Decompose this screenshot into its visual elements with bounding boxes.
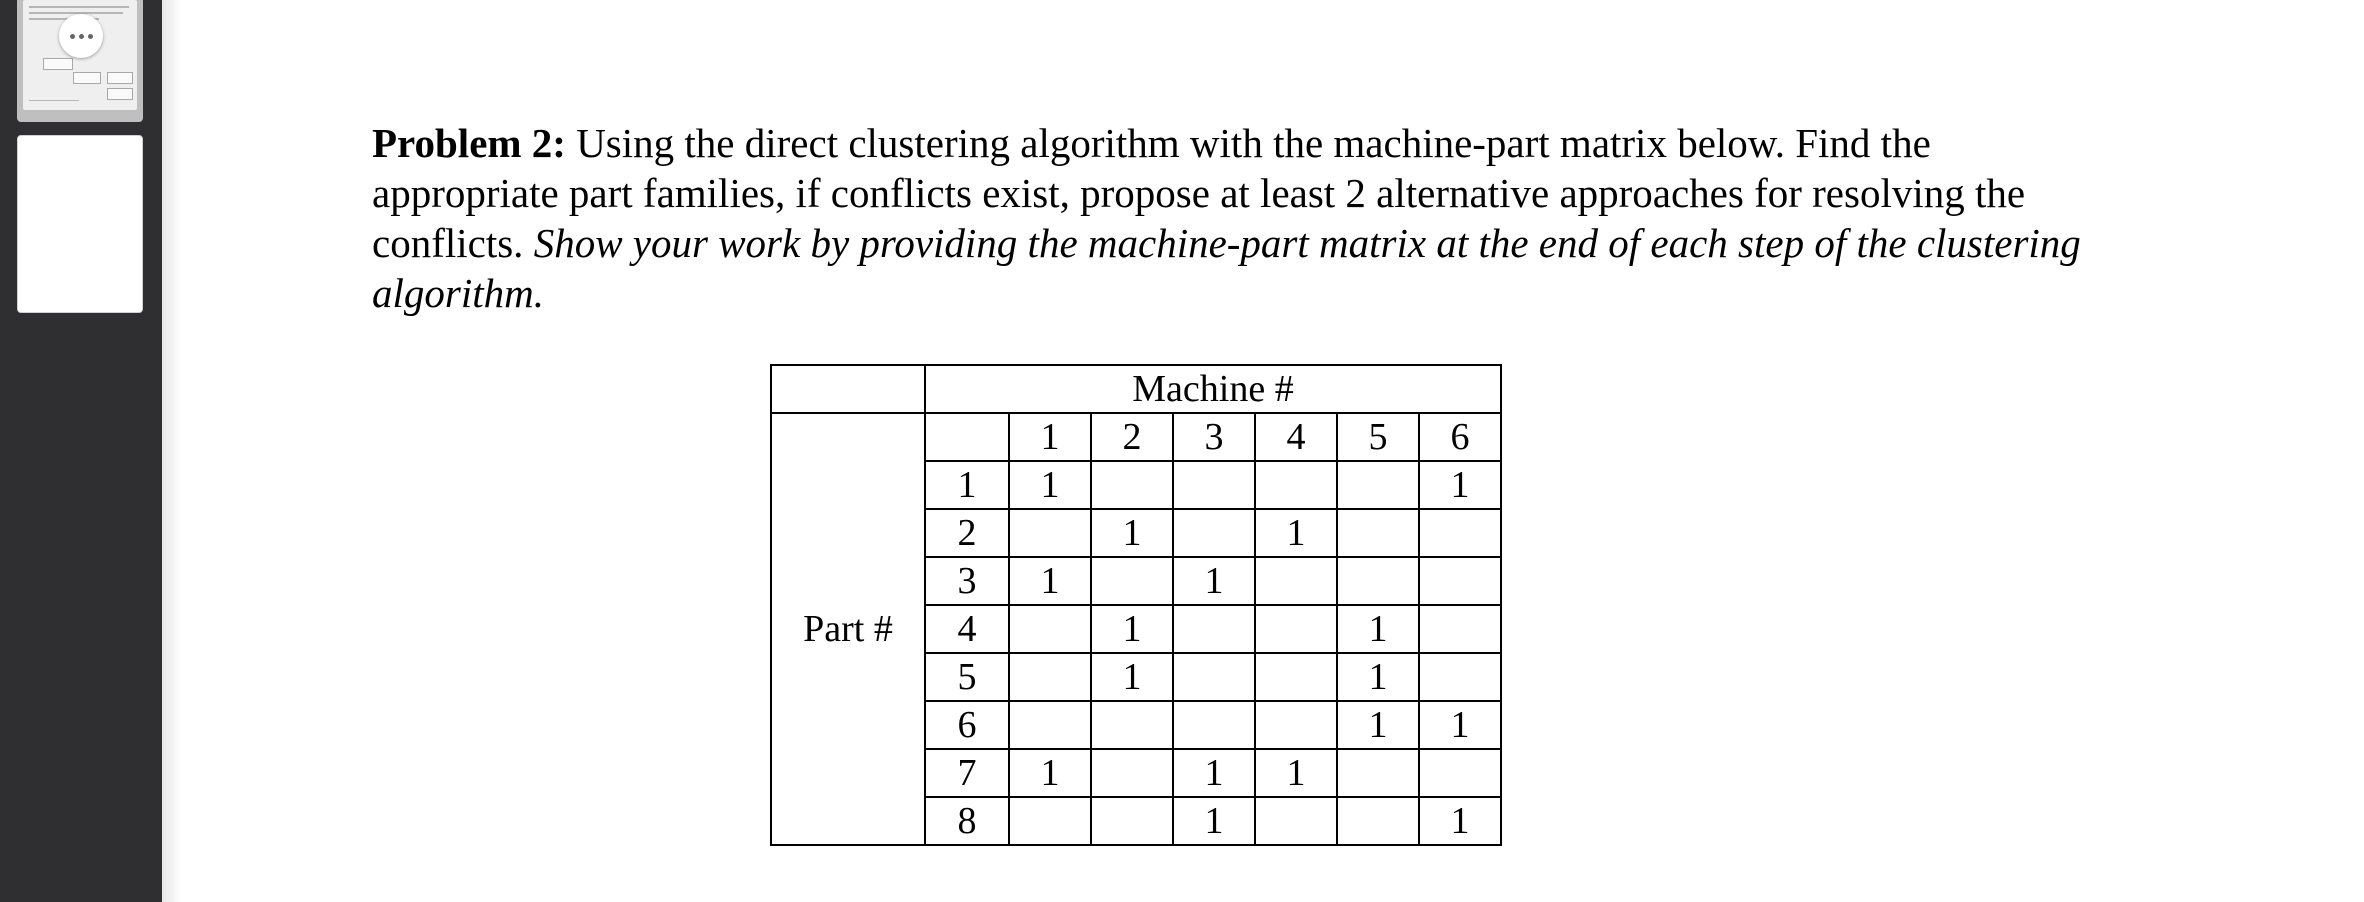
thumb-table (43, 58, 73, 70)
machine-number-row (771, 413, 1501, 461)
matrix-cell: 1 (1091, 605, 1173, 653)
part-number-7: 7 (925, 749, 1009, 797)
thumbnail-sidebar (0, 0, 162, 902)
matrix-cell: 1 (1009, 461, 1091, 509)
page-thumbnail-2[interactable] (17, 135, 143, 313)
matrix-cell: 1 (1419, 701, 1501, 749)
matrix-cell (1255, 797, 1337, 845)
part-number-blank-cell (925, 413, 1009, 461)
matrix-cell (1419, 557, 1501, 605)
matrix-cell (1173, 461, 1255, 509)
matrix-cell (1337, 557, 1419, 605)
thumb-table (107, 72, 133, 84)
machine-number-1: 1 (1009, 413, 1091, 461)
machine-number-5: 5 (1337, 413, 1419, 461)
matrix-cell (1255, 605, 1337, 653)
matrix-cell: 1 (1091, 653, 1173, 701)
thumb-text-line (29, 100, 79, 101)
problem-label: Problem 2: (372, 120, 566, 166)
matrix-cell (1091, 701, 1173, 749)
matrix-cell (1009, 701, 1091, 749)
machine-number-4: 4 (1255, 413, 1337, 461)
matrix-cell (1009, 605, 1091, 653)
matrix-cell (1337, 749, 1419, 797)
matrix-cell: 1 (1337, 653, 1419, 701)
matrix-cell (1337, 461, 1419, 509)
matrix-cell (1255, 557, 1337, 605)
matrix-cell: 1 (1419, 461, 1501, 509)
matrix-cell: 1 (1337, 701, 1419, 749)
matrix-cell (1419, 509, 1501, 557)
matrix-cell: 1 (1091, 509, 1173, 557)
matrix-cell (1009, 509, 1091, 557)
matrix-cell (1009, 653, 1091, 701)
matrix-cell (1091, 797, 1173, 845)
matrix-header-row (771, 365, 1501, 413)
matrix-cell: 1 (1255, 509, 1337, 557)
matrix-cell (1173, 509, 1255, 557)
problem-instruction: Show your work by providing the machine-part matrix at the end of each step of the clustering algorithm. (372, 220, 2081, 316)
matrix-cell (1173, 653, 1255, 701)
machine-header: Machine # (925, 365, 1501, 413)
part-header: Part # (771, 413, 925, 845)
machine-number-6: 6 (1419, 413, 1501, 461)
more-options-button[interactable] (59, 14, 103, 58)
matrix-cell (1009, 797, 1091, 845)
matrix-cell (1173, 605, 1255, 653)
thumb-table (73, 72, 101, 84)
matrix-cell (1255, 653, 1337, 701)
part-number-2: 2 (925, 509, 1009, 557)
matrix-cell (1419, 605, 1501, 653)
matrix-cell: 1 (1173, 557, 1255, 605)
machine-number-2: 2 (1091, 413, 1173, 461)
matrix-cell: 1 (1419, 797, 1501, 845)
matrix-cell: 1 (1173, 749, 1255, 797)
problem-statement (372, 118, 2092, 318)
matrix-cell: 1 (1009, 557, 1091, 605)
part-number-3: 3 (925, 557, 1009, 605)
part-number-5: 5 (925, 653, 1009, 701)
matrix-cell (1091, 749, 1173, 797)
matrix-cell (1091, 557, 1173, 605)
matrix-cell (1419, 653, 1501, 701)
part-number-4: 4 (925, 605, 1009, 653)
thumb-text-line (29, 6, 129, 8)
matrix-cell (1255, 461, 1337, 509)
matrix-cell (1337, 797, 1419, 845)
sidebar-divider[interactable] (162, 0, 180, 902)
machine-number-3: 3 (1173, 413, 1255, 461)
thumb-table (107, 88, 133, 100)
matrix-cell (1419, 749, 1501, 797)
machine-part-matrix (770, 364, 1502, 846)
part-number-8: 8 (925, 797, 1009, 845)
matrix-cell: 1 (1337, 605, 1419, 653)
problem-body: Using the direct clustering algorithm with the machine-part matrix below. Find the appropriate part families, if conflicts exist, propose at least 2 alternative approaches for resolving the conflicts. (372, 120, 2026, 266)
matrix-cell: 1 (1255, 749, 1337, 797)
part-number-1: 1 (925, 461, 1009, 509)
part-number-6: 6 (925, 701, 1009, 749)
matrix-cell (1091, 461, 1173, 509)
matrix-cell (1255, 701, 1337, 749)
matrix-corner-cell (771, 365, 925, 413)
matrix-cell: 1 (1009, 749, 1091, 797)
matrix-cell (1337, 509, 1419, 557)
ellipsis-icon (70, 34, 93, 39)
matrix-cell: 1 (1173, 797, 1255, 845)
matrix-cell (1173, 701, 1255, 749)
